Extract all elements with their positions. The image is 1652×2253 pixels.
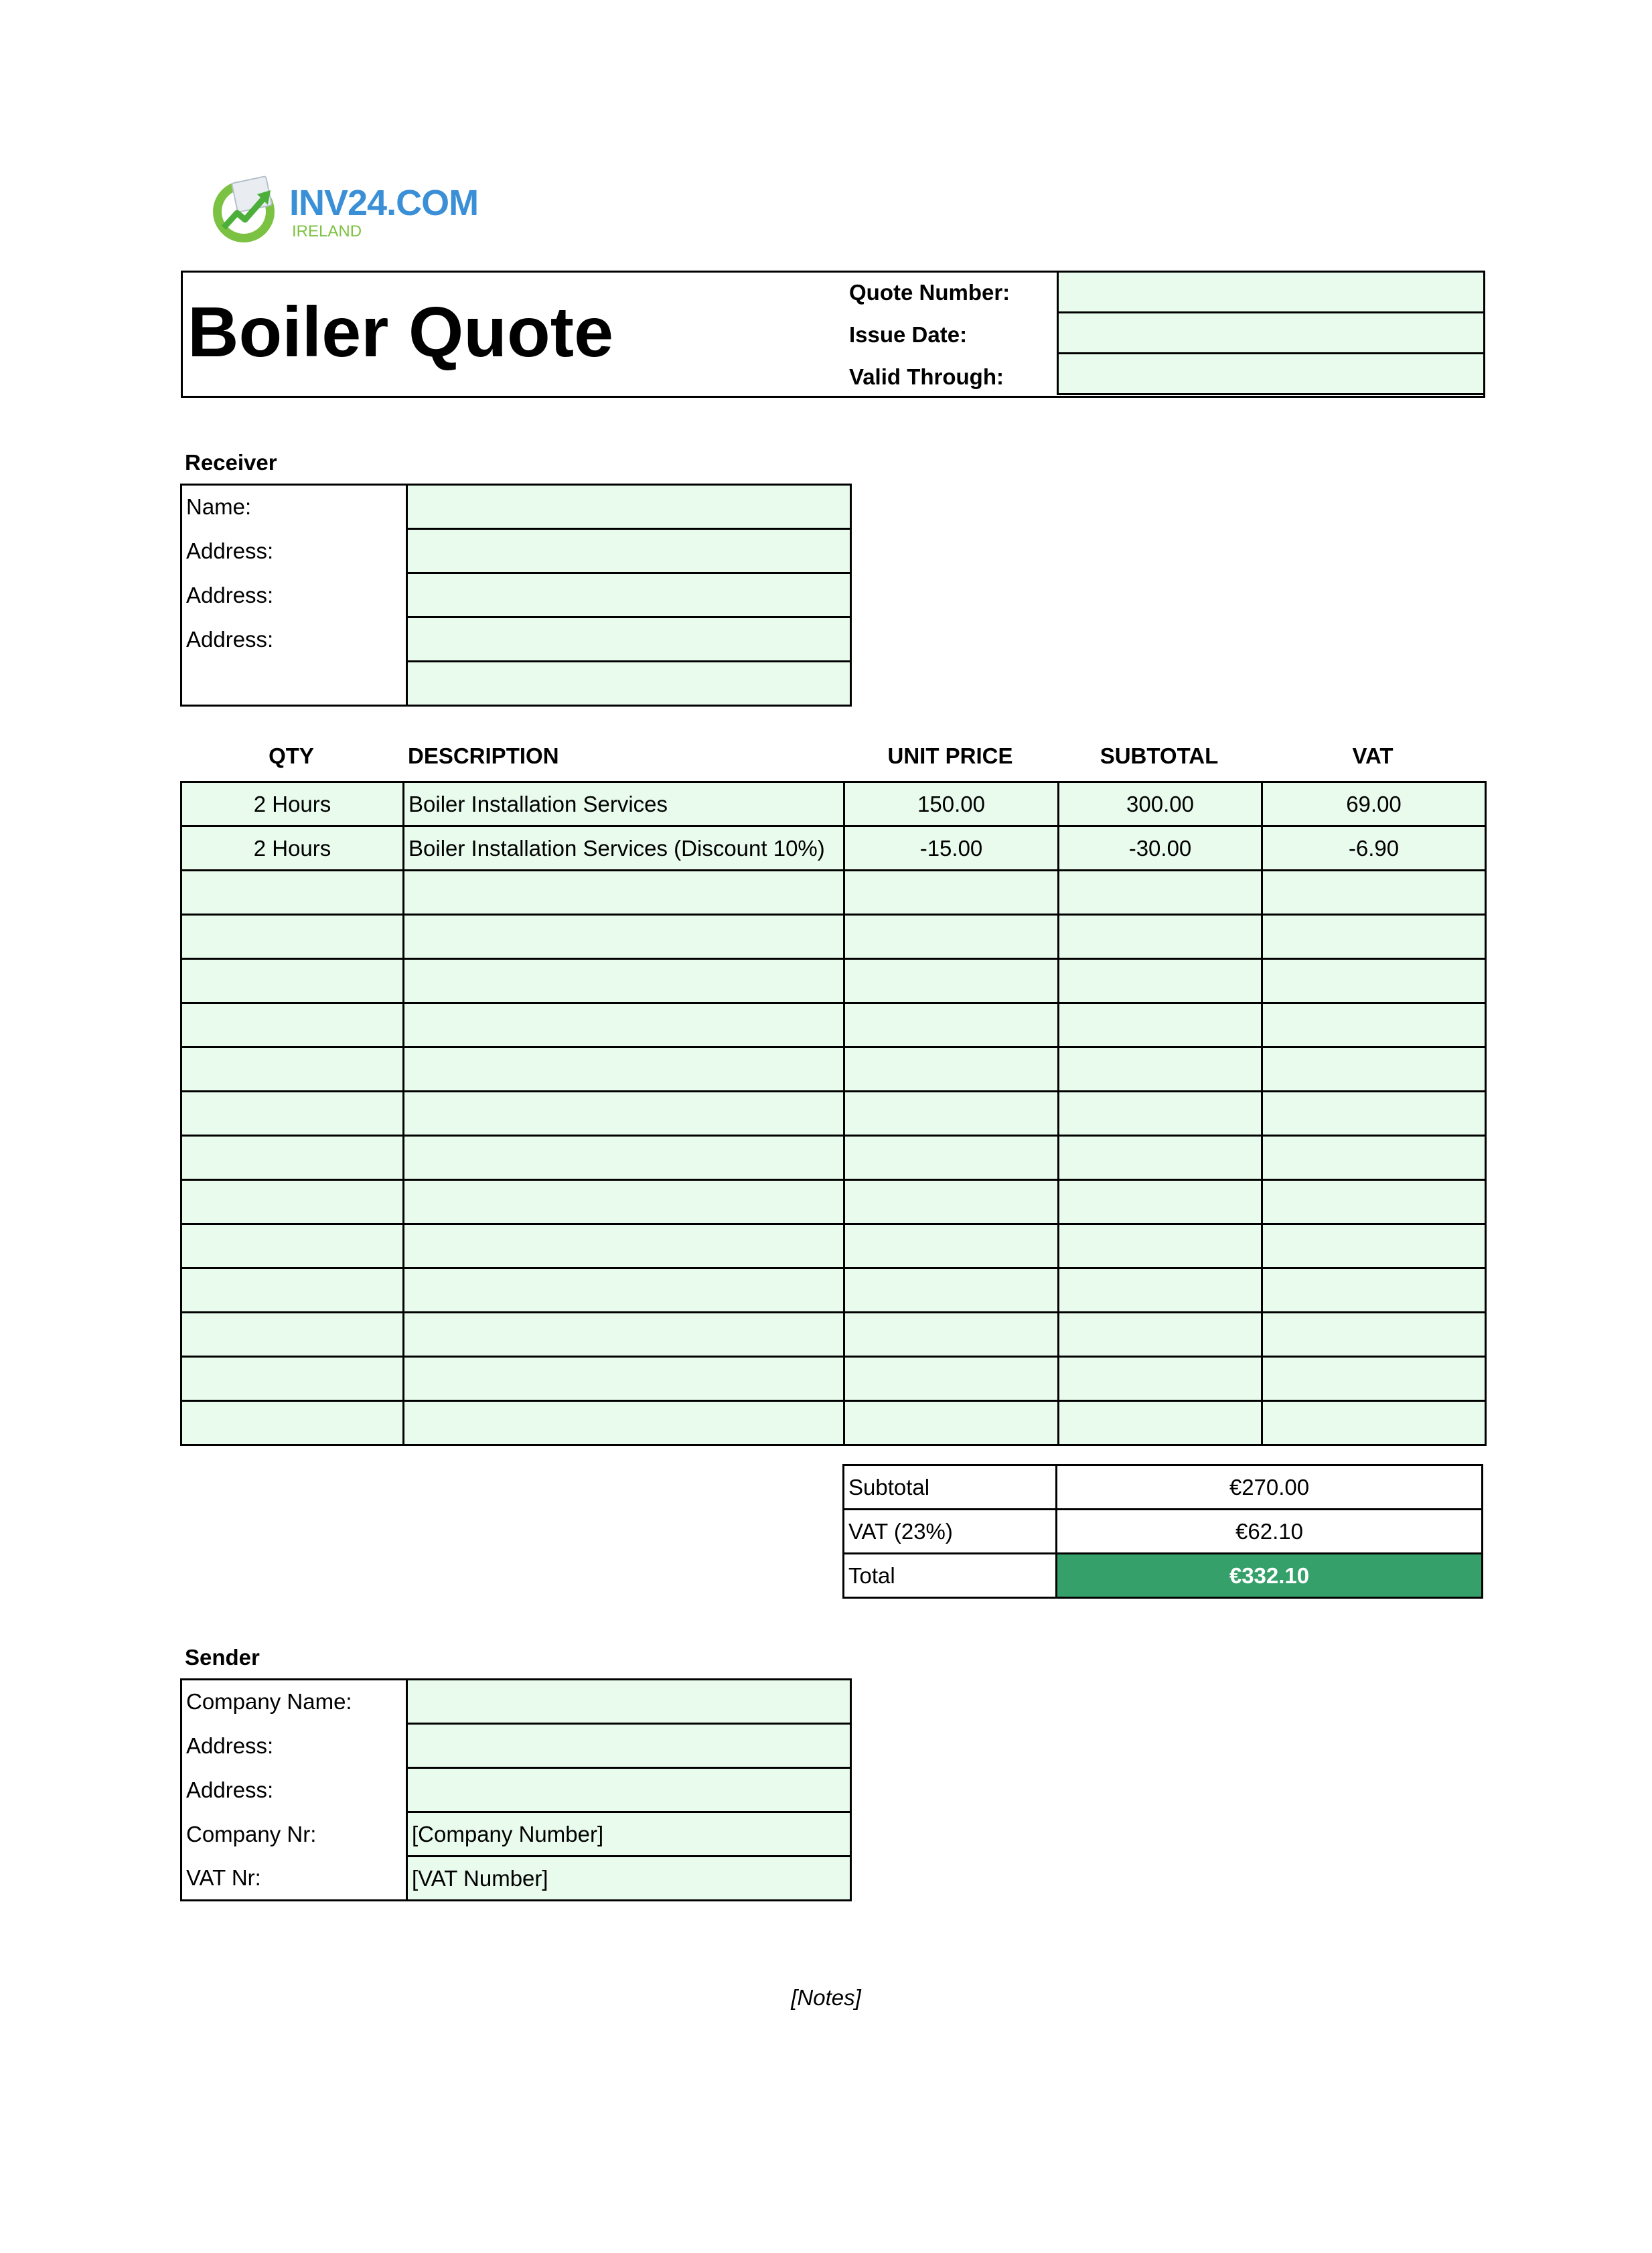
receiver-table bbox=[180, 484, 852, 707]
valid-through-label: Valid Through: bbox=[849, 364, 1004, 389]
totals-table bbox=[842, 1464, 1483, 1599]
item-unit-price-cell[interactable] bbox=[844, 1003, 1059, 1047]
item-vat-cell[interactable] bbox=[1262, 1047, 1486, 1092]
logo-icon bbox=[209, 174, 283, 248]
table-row bbox=[181, 871, 1486, 915]
item-vat-cell[interactable] bbox=[1262, 1268, 1486, 1313]
item-vat-cell[interactable] bbox=[1262, 1224, 1486, 1268]
line-items-table bbox=[180, 781, 1487, 1446]
item-description-cell[interactable] bbox=[404, 915, 844, 959]
item-unit-price-cell[interactable]: 150.00 bbox=[844, 782, 1059, 826]
sender-company-name-field[interactable] bbox=[407, 1680, 851, 1724]
receiver-address-field[interactable] bbox=[407, 617, 851, 662]
item-subtotal-cell[interactable] bbox=[1059, 1401, 1262, 1445]
item-subtotal-cell[interactable] bbox=[1059, 1224, 1262, 1268]
item-vat-cell[interactable] bbox=[1262, 1180, 1486, 1224]
table-row bbox=[181, 782, 1486, 826]
table-row bbox=[181, 1224, 1486, 1268]
quote-meta-fields bbox=[1057, 271, 1485, 395]
item-unit-price-cell[interactable] bbox=[844, 1180, 1059, 1224]
receiver-address-field[interactable] bbox=[407, 573, 851, 617]
item-vat-cell[interactable] bbox=[1262, 871, 1486, 915]
sender-company-name-label: Company Name: bbox=[186, 1689, 352, 1715]
column-header-qty: QTY bbox=[269, 743, 314, 768]
quote-number-field[interactable] bbox=[1058, 272, 1485, 313]
item-subtotal-cell[interactable] bbox=[1059, 1136, 1262, 1180]
valid-through-field[interactable] bbox=[1058, 354, 1485, 394]
item-unit-price-cell[interactable] bbox=[844, 871, 1059, 915]
item-description-cell[interactable] bbox=[404, 1092, 844, 1136]
item-qty-cell[interactable] bbox=[181, 1224, 404, 1268]
table-row bbox=[181, 1357, 1486, 1401]
table-row bbox=[181, 1003, 1486, 1047]
item-qty-cell[interactable] bbox=[181, 1003, 404, 1047]
item-vat-cell[interactable] bbox=[1262, 1003, 1486, 1047]
item-description-cell[interactable] bbox=[404, 1136, 844, 1180]
receiver-extra-field[interactable] bbox=[407, 662, 851, 706]
item-vat-cell[interactable]: 69.00 bbox=[1262, 782, 1486, 826]
item-unit-price-cell[interactable] bbox=[844, 1313, 1059, 1357]
item-qty-cell[interactable] bbox=[181, 1401, 404, 1445]
receiver-address-label: Address: bbox=[186, 582, 274, 607]
item-vat-cell[interactable] bbox=[1262, 1357, 1486, 1401]
column-header-vat: VAT bbox=[1352, 743, 1394, 768]
sender-address-label: Address: bbox=[186, 1733, 274, 1758]
item-vat-cell[interactable] bbox=[1262, 1401, 1486, 1445]
item-qty-cell[interactable] bbox=[181, 1180, 404, 1224]
table-row bbox=[181, 1092, 1486, 1136]
logo-subtitle: IRELAND bbox=[292, 222, 362, 240]
item-qty-cell[interactable] bbox=[181, 871, 404, 915]
item-vat-cell[interactable] bbox=[1262, 915, 1486, 959]
item-subtotal-cell[interactable] bbox=[1059, 1003, 1262, 1047]
item-subtotal-cell[interactable]: -30.00 bbox=[1059, 826, 1262, 871]
table-row bbox=[181, 1180, 1486, 1224]
notes-text[interactable]: [Notes] bbox=[791, 1985, 861, 2010]
table-row bbox=[181, 826, 1486, 871]
item-description-cell[interactable]: Boiler Installation Services (Discount 10%) bbox=[404, 826, 844, 871]
item-description-cell[interactable] bbox=[404, 1401, 844, 1445]
item-vat-cell[interactable] bbox=[1262, 959, 1486, 1003]
quote-number-label: Quote Number: bbox=[849, 280, 1010, 305]
item-description-cell[interactable] bbox=[404, 1003, 844, 1047]
item-description-cell[interactable] bbox=[404, 1224, 844, 1268]
receiver-address-label: Address: bbox=[186, 626, 274, 652]
item-subtotal-cell[interactable] bbox=[1059, 1357, 1262, 1401]
item-qty-cell[interactable]: 2 Hours bbox=[181, 782, 404, 826]
subtotal-value: €270.00 bbox=[1057, 1465, 1483, 1510]
sender-company-nr-field[interactable]: [Company Number] bbox=[407, 1812, 851, 1857]
table-row bbox=[181, 1047, 1486, 1092]
table-row bbox=[181, 1136, 1486, 1180]
receiver-extra-label bbox=[181, 662, 407, 706]
table-row bbox=[181, 1313, 1486, 1357]
column-header-subtotal: SUBTOTAL bbox=[1100, 743, 1219, 768]
issue-date-field[interactable] bbox=[1058, 313, 1485, 354]
item-subtotal-cell[interactable] bbox=[1059, 1047, 1262, 1092]
item-unit-price-cell[interactable] bbox=[844, 1357, 1059, 1401]
issue-date-label: Issue Date: bbox=[849, 322, 968, 347]
item-unit-price-cell[interactable] bbox=[844, 1268, 1059, 1313]
item-subtotal-cell[interactable]: 300.00 bbox=[1059, 782, 1262, 826]
item-qty-cell[interactable] bbox=[181, 1268, 404, 1313]
item-description-cell[interactable] bbox=[404, 1268, 844, 1313]
item-unit-price-cell[interactable] bbox=[844, 959, 1059, 1003]
subtotal-label: Subtotal bbox=[844, 1465, 1057, 1510]
item-subtotal-cell[interactable] bbox=[1059, 1268, 1262, 1313]
table-row bbox=[181, 1401, 1486, 1445]
item-unit-price-cell[interactable] bbox=[844, 1047, 1059, 1092]
logo-wordmark: INV24.COM bbox=[289, 183, 479, 223]
item-subtotal-cell[interactable] bbox=[1059, 1092, 1262, 1136]
item-unit-price-cell[interactable] bbox=[844, 1224, 1059, 1268]
item-description-cell[interactable] bbox=[404, 959, 844, 1003]
table-row bbox=[181, 959, 1486, 1003]
sender-vat-nr-field[interactable]: [VAT Number] bbox=[407, 1857, 851, 1901]
receiver-address-label: Address: bbox=[186, 538, 274, 563]
item-description-cell[interactable]: Boiler Installation Services bbox=[404, 782, 844, 826]
vat-total-value: €62.10 bbox=[1057, 1510, 1483, 1554]
item-subtotal-cell[interactable] bbox=[1059, 1313, 1262, 1357]
item-qty-cell[interactable] bbox=[181, 1313, 404, 1357]
item-vat-cell[interactable] bbox=[1262, 1092, 1486, 1136]
receiver-name-field[interactable] bbox=[407, 485, 851, 529]
item-subtotal-cell[interactable] bbox=[1059, 959, 1262, 1003]
item-qty-cell[interactable] bbox=[181, 1136, 404, 1180]
item-description-cell[interactable] bbox=[404, 1313, 844, 1357]
item-subtotal-cell[interactable] bbox=[1059, 915, 1262, 959]
item-qty-cell[interactable] bbox=[181, 959, 404, 1003]
receiver-name-label: Name: bbox=[186, 494, 252, 520]
sender-address-label: Address: bbox=[186, 1777, 274, 1802]
sender-table bbox=[180, 1678, 852, 1901]
receiver-section-title: Receiver bbox=[185, 450, 277, 475]
item-qty-cell[interactable] bbox=[181, 1092, 404, 1136]
item-vat-cell[interactable] bbox=[1262, 1313, 1486, 1357]
item-unit-price-cell[interactable] bbox=[844, 1092, 1059, 1136]
item-subtotal-cell[interactable] bbox=[1059, 1180, 1262, 1224]
column-header-description: DESCRIPTION bbox=[408, 743, 559, 768]
item-unit-price-cell[interactable] bbox=[844, 1401, 1059, 1445]
vat-total-label: VAT (23%) bbox=[844, 1510, 1057, 1554]
item-unit-price-cell[interactable] bbox=[844, 915, 1059, 959]
item-qty-cell[interactable] bbox=[181, 1047, 404, 1092]
item-unit-price-cell[interactable] bbox=[844, 1136, 1059, 1180]
item-qty-cell[interactable] bbox=[181, 1357, 404, 1401]
document-title: Boiler Quote bbox=[187, 293, 614, 372]
item-description-cell[interactable] bbox=[404, 1357, 844, 1401]
grand-total-value: €332.10 bbox=[1057, 1554, 1483, 1598]
sender-vat-nr-label: VAT Nr: bbox=[186, 1865, 261, 1890]
item-qty-cell[interactable]: 2 Hours bbox=[181, 826, 404, 871]
item-description-cell[interactable] bbox=[404, 1047, 844, 1092]
sender-address-field[interactable] bbox=[407, 1724, 851, 1768]
sender-section-title: Sender bbox=[185, 1645, 260, 1670]
table-row bbox=[181, 915, 1486, 959]
item-subtotal-cell[interactable] bbox=[1059, 871, 1262, 915]
column-header-unit-price: UNIT PRICE bbox=[887, 743, 1013, 768]
item-qty-cell[interactable] bbox=[181, 915, 404, 959]
table-row bbox=[181, 1268, 1486, 1313]
item-description-cell[interactable] bbox=[404, 871, 844, 915]
grand-total-label: Total bbox=[844, 1554, 1057, 1598]
item-vat-cell[interactable]: -6.90 bbox=[1262, 826, 1486, 871]
receiver-address-field[interactable] bbox=[407, 529, 851, 573]
sender-address-field[interactable] bbox=[407, 1768, 851, 1812]
item-description-cell[interactable] bbox=[404, 1180, 844, 1224]
sender-company-nr-label: Company Nr: bbox=[186, 1821, 317, 1846]
item-vat-cell[interactable] bbox=[1262, 1136, 1486, 1180]
item-unit-price-cell[interactable]: -15.00 bbox=[844, 826, 1059, 871]
